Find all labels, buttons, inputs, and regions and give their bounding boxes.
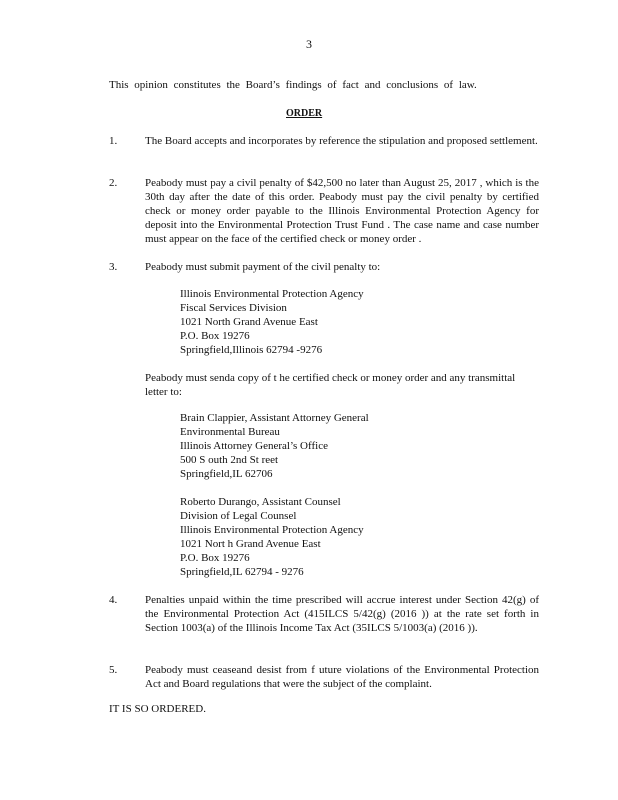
order-heading: ORDER xyxy=(286,108,323,119)
item-text: Peabody must submit payment of the civil penalty to: xyxy=(145,261,381,273)
item-text: Peabody must ceaseand desist from f uture violations of the Environmental Protection Act and Board regulations that were the subject of the complaint. xyxy=(145,664,539,690)
address-line: Springfield,Illinois 62794 -9276 xyxy=(180,344,323,356)
address-line: Environmental Bureau xyxy=(180,426,280,438)
address-line: Illinois Attorney General’s Office xyxy=(180,440,328,452)
item-number: 3. xyxy=(109,261,118,273)
item-number: 2. xyxy=(109,177,118,189)
address-line: P.O. Box 19276 xyxy=(180,330,250,342)
item-text: The Board accepts and incorporates by reference the stipulation and proposed settlement. xyxy=(145,135,538,147)
copy-address-attorney-general xyxy=(180,411,369,481)
address-line: 1021 Nort h Grand Avenue East xyxy=(180,538,321,550)
item-text: Penalties unpaid within the time prescribed will accrue interest under Section 42(g) of the Environmental Protection Act (415ILCS 5/42(g) (2016 )) at the rate set forth in Section 1003(a) of the Illinois Income Tax Act (35ILCS 5/1003(a) (2016 )). xyxy=(145,594,539,634)
address-line: P.O. Box 19276 xyxy=(180,552,250,564)
item-text: Peabody must pay a civil penalty of $42,500 no later than August 25, 2017 , which is the 30th day after the date of this order. Peabody must pay the civil penalty by certified check or money order payable to the Illinois Environmental Protection Agency for deposit into the Environmental Protection Trust Fund . The case name and case number must appear on the face of the certified check or money order . xyxy=(145,177,539,245)
item-number: 4. xyxy=(109,594,118,606)
address-line: 1021 North Grand Avenue East xyxy=(180,316,318,328)
address-line: Fiscal Services Division xyxy=(180,302,287,314)
address-line: Brain Clappier, Assistant Attorney General xyxy=(180,412,369,424)
copy-instruction: Peabody must senda copy of t he certified check or money order and any transmittal letter to: xyxy=(145,372,516,398)
page-number: 3 xyxy=(306,37,312,51)
payment-address xyxy=(180,287,364,357)
copy-address-iepa-counsel xyxy=(180,495,364,579)
address-line: Springfield,IL 62794 - 9276 xyxy=(180,566,304,578)
address-line: Springfield,IL 62706 xyxy=(180,468,273,480)
address-line: Roberto Durango, Assistant Counsel xyxy=(180,496,341,508)
address-line: Division of Legal Counsel xyxy=(180,510,297,522)
intro-paragraph: This opinion constitutes the Board’s findings of fact and conclusions of law. xyxy=(109,79,477,91)
address-line: 500 S outh 2nd St reet xyxy=(180,454,279,466)
closing-statement: IT IS SO ORDERED. xyxy=(109,703,206,715)
address-line: Illinois Environmental Protection Agency xyxy=(180,288,364,300)
item-number: 1. xyxy=(109,135,118,147)
item-number: 5. xyxy=(109,664,118,676)
address-line: Illinois Environmental Protection Agency xyxy=(180,524,364,536)
